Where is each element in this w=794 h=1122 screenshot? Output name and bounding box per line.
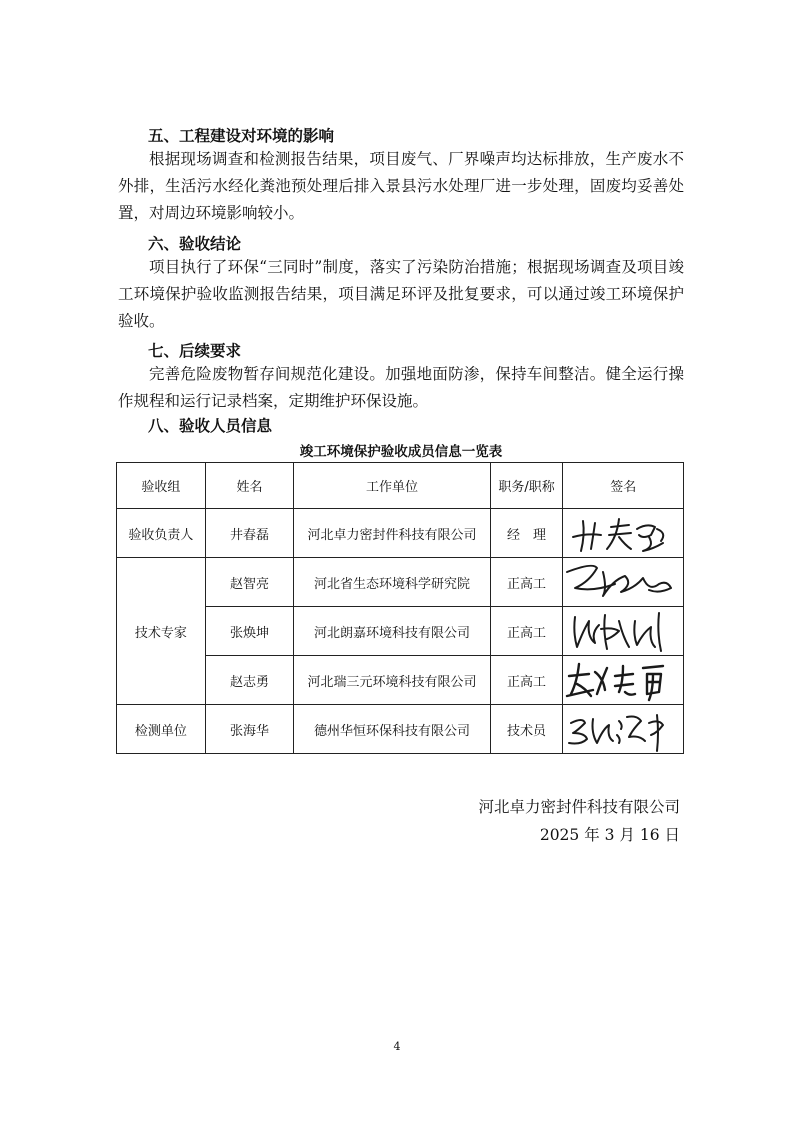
section-body-7 [118,361,684,415]
table-row [117,509,684,558]
section-body-5 [118,146,684,227]
section-heading-6: 六、验收结论 [148,235,242,253]
footer-date: 2025 年 3 月 16 日 [539,826,680,844]
cell-group: 技术专家 [117,558,206,705]
handwritten-signature [563,509,683,557]
header-signature: 签名 [563,463,684,509]
paragraph: 完善危险废物暂存间规范化建设。加强地面防渗，保持车间整洁。健全运行操作规程和运行记录档案，定期维护环保设施。 [118,365,684,410]
cell-title: 正高工 [490,558,563,607]
handwritten-signature [563,705,683,753]
members-table [116,462,684,754]
table-header-row [117,463,684,509]
cell-unit: 河北省生态环境科学研究院 [294,558,490,607]
cell-name: 张焕坤 [205,607,294,656]
header-group: 验收组 [117,463,206,509]
cell-name: 赵智亮 [205,558,294,607]
signature-cell [563,656,684,705]
cell-name: 井春磊 [205,509,294,558]
cell-title: 正高工 [490,607,563,656]
cell-group: 验收负责人 [117,509,206,558]
footer-company: 河北卓力密封件科技有限公司 [478,798,680,816]
header-title: 职务/职称 [490,463,563,509]
signature-cell [563,558,684,607]
section-heading-7: 七、后续要求 [148,342,242,360]
handwritten-signature [563,607,683,655]
page-number: 4 [393,1040,401,1053]
cell-group: 检测单位 [117,705,206,754]
table-row [117,705,684,754]
signature-cell [563,705,684,754]
paragraph: 根据现场调查和检测报告结果，项目废气、厂界噪声均达标排放，生产废水不外排，生活污水经化粪池预处理后排入景县污水处理厂进一步处理，固废均妥善处置，对周边环境影响较小。 [118,150,684,222]
table-row [117,558,684,607]
cell-unit: 河北瑞三元环境科技有限公司 [294,656,490,705]
cell-name: 张海华 [205,705,294,754]
cell-unit: 河北卓力密封件科技有限公司 [294,509,490,558]
cell-title: 正高工 [490,656,563,705]
header-unit: 工作单位 [294,463,490,509]
cell-unit: 德州华恒环保科技有限公司 [294,705,490,754]
section-heading-5: 五、工程建设对环境的影响 [148,127,335,145]
cell-name: 赵志勇 [205,656,294,705]
section-heading-8: 八、验收人员信息 [148,417,273,435]
cell-title: 经 理 [490,509,563,558]
signature-cell [563,607,684,656]
table-title: 竣工环境保护验收成员信息一览表 [299,444,503,460]
paragraph: 项目执行了环保“三同时”制度，落实了污染防治措施；根据现场调查及项目竣工环境保护验收监测报告结果，项目满足环评及批复要求，可以通过竣工环境保护验收。 [118,258,684,330]
handwritten-signature [563,558,683,606]
handwritten-signature [563,656,683,704]
cell-unit: 河北朗嘉环境科技有限公司 [294,607,490,656]
section-body-6 [118,254,684,335]
cell-title: 技术员 [490,705,563,754]
signature-cell [563,509,684,558]
header-name: 姓名 [205,463,294,509]
